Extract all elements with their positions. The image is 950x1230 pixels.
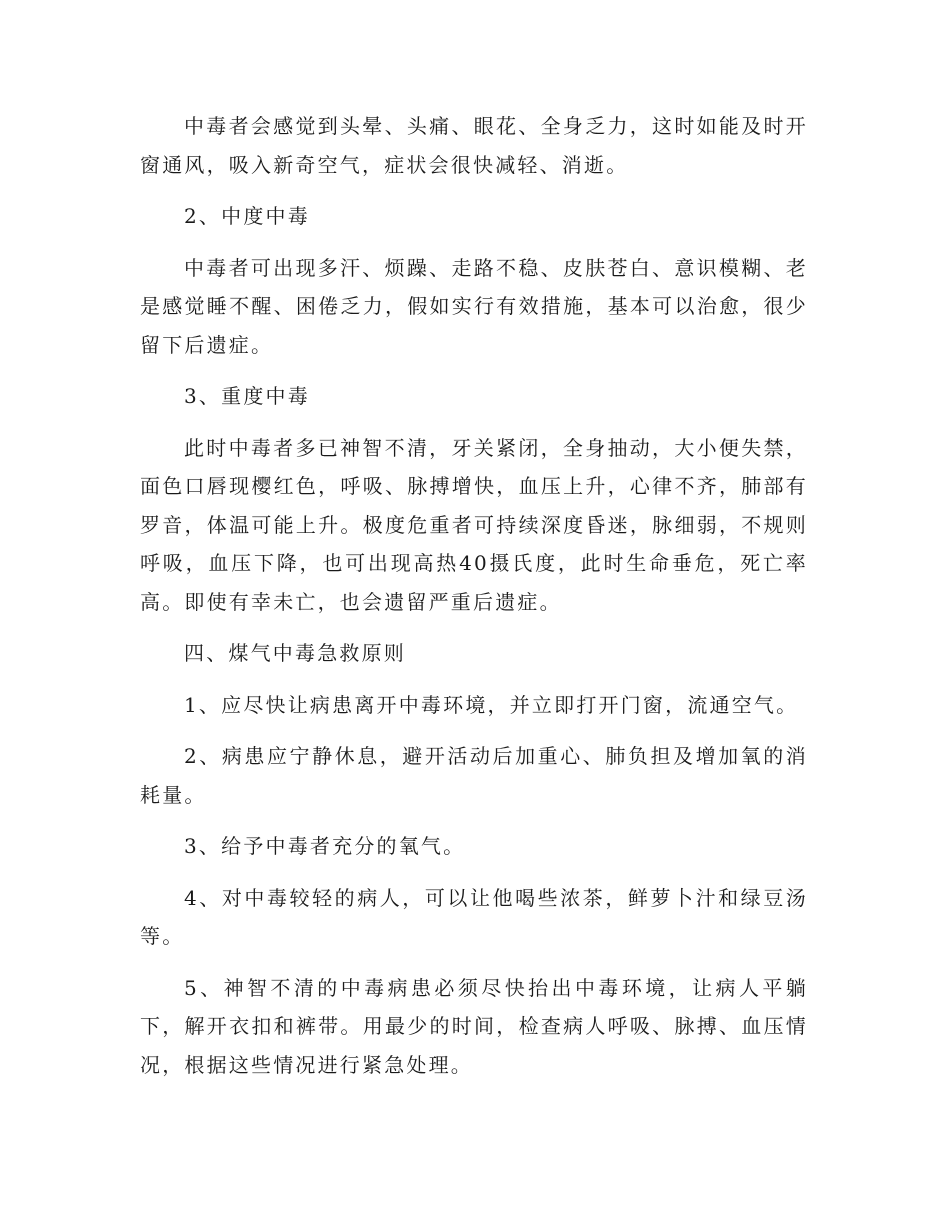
paragraph-symptoms-moderate: 中毒者可出现多汗、烦躁、走路不稳、皮肤苍白、意识模糊、老是感觉睡不醒、困倦乏力，假如实行有效措施，基本可以治愈，很少留下后遗症。	[140, 255, 808, 357]
first-aid-item-5: 5、神智不清的中毒病患必须尽快抬出中毒环境，让病人平躺下，解开衣扣和裤带。用最少的时间，检查病人呼吸、脉搏、血压情况，根据这些情况进行紧急处理。	[140, 975, 808, 1077]
paragraph-symptoms-severe: 此时中毒者多已神智不清，牙关紧闭，全身抽动，大小便失禁，面色口唇现樱红色，呼吸、脉搏增快，血压上升，心律不齐，肺部有罗音，体温可能上升。极度危重者可持续深度昏迷，脉细弱，不规则呼吸，血压下降，也可出现高热40摄氏度，此时生命垂危，死亡率高。即使有幸未亡，也会遗留严重后遗症。	[140, 435, 808, 614]
heading-first-aid-principles: 四、煤气中毒急救原则	[184, 641, 406, 665]
document-page	[140, 107, 808, 1084]
first-aid-item-3: 3、给予中毒者充分的氧气。	[184, 834, 466, 858]
first-aid-item-4: 4、对中毒较轻的病人，可以让他喝些浓茶，鲜萝卜汁和绿豆汤等。	[140, 885, 808, 948]
first-aid-item-2: 2、病患应宁静休息，避开活动后加重心、肺负担及增加氧的消耗量。	[140, 744, 808, 807]
paragraph-symptoms-mild: 中毒者会感觉到头晕、头痛、眼花、全身乏力，这时如能及时开窗通风，吸入新奇空气，症状会很快减轻、消逝。	[140, 114, 808, 177]
first-aid-item-1: 1、应尽快让病患离开中毒环境，并立即打开门窗，流通空气。	[184, 692, 799, 717]
heading-moderate-poisoning: 2、中度中毒	[184, 204, 310, 228]
heading-severe-poisoning: 3、重度中毒	[184, 384, 310, 408]
